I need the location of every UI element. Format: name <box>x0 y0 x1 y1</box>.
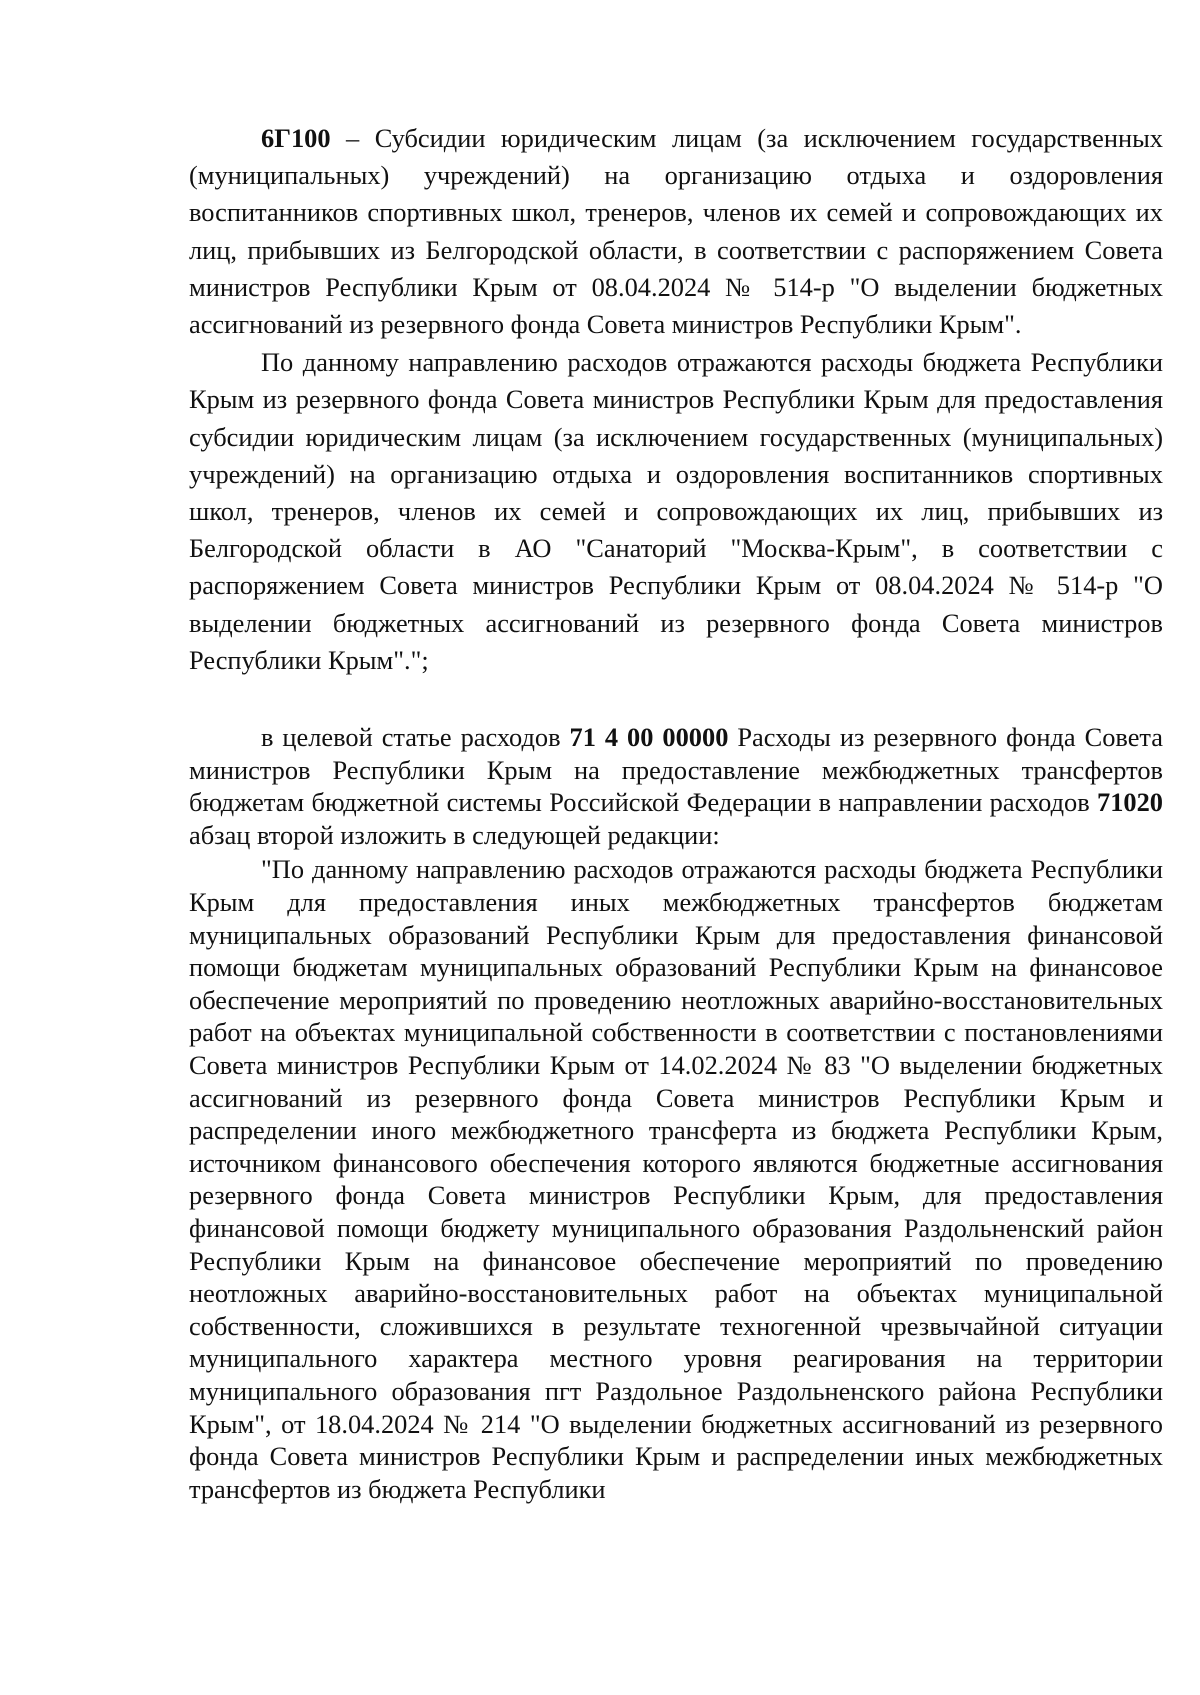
new-wording-text: "По данному направлению расходов отражаются расходы бюджета Республики Крым для предоставления иных межбюджетных трансфертов бюджетам муниципальных образований Республики Крым для предоставления финансовой помощи бюджетам муниципальных образований Республики Крым на финансовое обеспечение мероприятий по проведению неотложных аварийно-восстановительных работ на объектах муниципальной собственности в соответствии с постановлениями Совета министров Республики Крым от 14.02.2024 № 83 "О выделении бюджетных ассигнований из резервного фонда Совета министров Республики Крым и распределении иного межбюджетного трансферта из бюджета Республики Крым, источником финансового обеспечения которого являются бюджетные ассигнования резервного фонда Совета министров Республики Крым, для предоставления финансовой помощи бюджету муниципального образования Раздольненский район Республики Крым на финансовое обеспечение мероприятий по проведению неотложных аварийно-восстановительных работ на объектах муниципальной собственности, сложившихся в результате техногенной чрезвычайной ситуации муниципального характера местного уровня реагирования на территории муниципального образования пгт Раздольное Раздольненского района Республики Крым", от 18.04.2024 № 214 "О выделении бюджетных ассигнований из резервного фонда Совета министров Республики Крым и распределении иных межбюджетных трансфертов из бюджета Республики <box>189 854 1163 1504</box>
amendment-middle-text: Расходы из резервного фонда Совета министров Республики Крым на предоставление межбюджетных трансфертов бюджетам бюджетной системы Российской Федерации в направлении расходов <box>189 722 1163 818</box>
paragraph-6g100 <box>189 120 1163 343</box>
section-6g100 <box>189 120 1163 679</box>
paragraph-new-wording <box>189 853 1163 1505</box>
direction-code-71020: 71020 <box>1097 787 1163 818</box>
amendment-lead-text: в целевой статье расходов <box>261 722 570 753</box>
amendment-tail-text: абзац второй изложить в следующей редакции: <box>189 819 720 850</box>
section-71020 <box>189 721 1163 1505</box>
paragraph-6g100-text: – Субсидии юридическим лицам (за исключением государственных (муниципальных) учреждений) на организацию отдыха и оздоровления воспитанников спортивных школ, тренеров, членов их семей и сопровождающих их лиц, прибывших из Белгородской области, в соответствии с распоряжением Совета министров Республики Крым от 08.04.2024 № 514-р "О выделении бюджетных ассигнований из резервного фонда Совета министров Республики Крым". <box>189 123 1163 340</box>
document-page <box>189 120 1163 1505</box>
direction-code-6g100: 6Г100 <box>261 123 331 153</box>
paragraph-amendment-instruction <box>189 721 1163 851</box>
target-article-code: 71 4 00 00000 <box>569 722 729 753</box>
paragraph-6g100-description-text: По данному направлению расходов отражаются расходы бюджета Республики Крым из резервного фонда Совета министров Республики Крым для предоставления субсидии юридическим лицам (за исключением государственных (муниципальных) учреждений) на организацию отдыха и оздоровления воспитанников спортивных школ, тренеров, членов их семей и сопровождающих их лиц, прибывших из Белгородской области в АО "Санаторий "Москва-Крым", в соответствии с распоряжением Совета министров Республики Крым от 08.04.2024 № 514-р "О выделении бюджетных ассигнований из резервного фонда Совета министров Республики Крым"."; <box>189 347 1163 675</box>
paragraph-6g100-description <box>189 344 1163 679</box>
